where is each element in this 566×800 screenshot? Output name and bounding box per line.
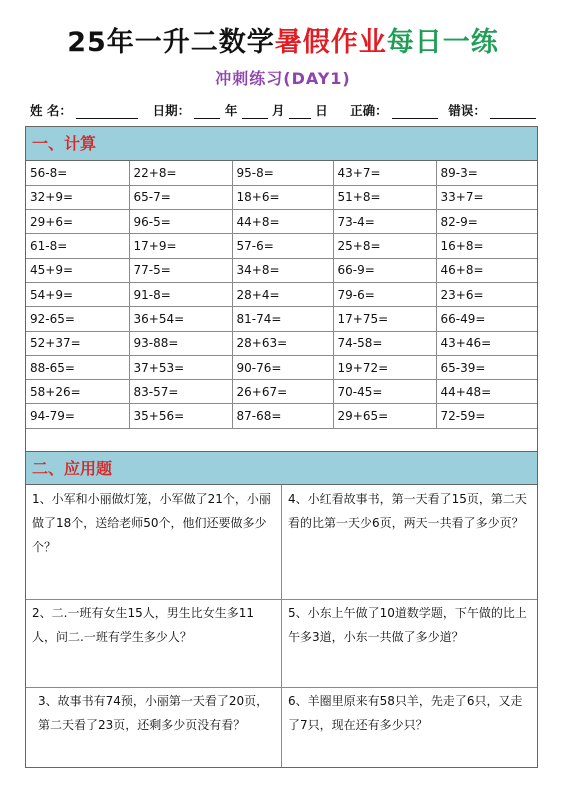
calc-cell: 93-88= bbox=[129, 331, 232, 355]
word-problem-5: 5、小东上午做了10道数学题，下午做的比上午多3道，小东一共做了多少道？ bbox=[288, 606, 527, 644]
calc-cell: 57-6= bbox=[232, 234, 333, 258]
name-label: 姓 名： bbox=[30, 103, 72, 118]
calc-row bbox=[26, 234, 537, 258]
name-blank[interactable] bbox=[76, 104, 138, 119]
calc-row bbox=[26, 331, 537, 355]
title-part-summer: 暑假作业 bbox=[274, 27, 387, 58]
calc-cell: 70-45= bbox=[333, 380, 436, 404]
calc-cell: 51+8= bbox=[333, 185, 436, 209]
calc-cell: 87-68= bbox=[232, 404, 333, 428]
calc-cell: 94-79= bbox=[26, 404, 129, 428]
year-blank[interactable] bbox=[194, 104, 220, 119]
calc-cell: 74-58= bbox=[333, 331, 436, 355]
calc-cell: 79-6= bbox=[333, 282, 436, 306]
calc-table bbox=[26, 161, 537, 429]
calc-cell: 90-76= bbox=[232, 355, 333, 379]
word-problem-4: 4、小红看故事书，第一天看了15页，第二天看的比第一天少6页，两天一共看了多少页？ bbox=[288, 492, 527, 530]
calc-cell: 17+9= bbox=[129, 234, 232, 258]
calc-cell: 16+8= bbox=[436, 234, 537, 258]
grid-divider-1 bbox=[26, 599, 537, 600]
word-problem-2: 2、二.一班有女生15人，男生比女生多11人，问二.一班有学生多少人？ bbox=[32, 606, 254, 644]
calc-cell: 95-8= bbox=[232, 161, 333, 185]
grid-divider-2 bbox=[26, 687, 537, 688]
day-label: 日 bbox=[315, 103, 328, 118]
calc-cell: 22+8= bbox=[129, 161, 232, 185]
calc-cell: 73-4= bbox=[333, 210, 436, 234]
calc-cell: 28+63= bbox=[232, 331, 333, 355]
calc-cell: 44+8= bbox=[232, 210, 333, 234]
calc-cell: 54+9= bbox=[26, 282, 129, 306]
calc-cell: 52+37= bbox=[26, 331, 129, 355]
info-line bbox=[30, 101, 540, 121]
calc-cell: 37+53= bbox=[129, 355, 232, 379]
calc-cell: 66-49= bbox=[436, 307, 537, 331]
calc-cell: 43+46= bbox=[436, 331, 537, 355]
worksheet bbox=[25, 126, 538, 768]
calc-cell: 72-59= bbox=[436, 404, 537, 428]
calc-cell: 77-5= bbox=[129, 258, 232, 282]
calc-row bbox=[26, 282, 537, 306]
word-problem-6: 6、羊圈里原来有58只羊，先走了6只，又走了7只，现在还有多少只？ bbox=[288, 694, 523, 732]
calc-cell: 65-7= bbox=[129, 185, 232, 209]
calc-cell: 19+72= bbox=[333, 355, 436, 379]
day-blank[interactable] bbox=[289, 104, 311, 119]
calc-cell: 92-65= bbox=[26, 307, 129, 331]
year-label: 年 bbox=[224, 103, 238, 118]
title-part-grade: 25年一升二数学 bbox=[67, 27, 275, 58]
page-subtitle: 冲刺练习(DAY1) bbox=[215, 69, 351, 88]
calc-cell: 58+26= bbox=[26, 380, 129, 404]
calc-cell: 66-9= bbox=[333, 258, 436, 282]
calc-row bbox=[26, 185, 537, 209]
calc-cell: 29+6= bbox=[26, 210, 129, 234]
calc-cell: 82-9= bbox=[436, 210, 537, 234]
page-title bbox=[0, 20, 566, 59]
date-label: 日期： bbox=[152, 103, 191, 118]
calc-cell: 61-8= bbox=[26, 234, 129, 258]
wrong-blank[interactable] bbox=[490, 104, 536, 119]
calc-cell: 35+56= bbox=[129, 404, 232, 428]
calc-cell: 32+9= bbox=[26, 185, 129, 209]
calc-cell: 18+6= bbox=[232, 185, 333, 209]
calc-cell: 34+8= bbox=[232, 258, 333, 282]
calc-cell: 91-8= bbox=[129, 282, 232, 306]
word-problem-1: 1、小军和小丽做灯笼，小军做了21个，小丽做了18个，送给老师50个，他们还要做多少个？ bbox=[32, 492, 271, 554]
correct-blank[interactable] bbox=[392, 104, 438, 119]
calc-cell: 89-3= bbox=[436, 161, 537, 185]
calc-row bbox=[26, 307, 537, 331]
wrong-label: 错误： bbox=[448, 103, 486, 118]
calc-cell: 88-65= bbox=[26, 355, 129, 379]
calc-cell: 46+8= bbox=[436, 258, 537, 282]
month-label: 月 bbox=[272, 103, 285, 118]
calc-cell: 26+67= bbox=[232, 380, 333, 404]
calc-cell: 23+6= bbox=[436, 282, 537, 306]
calc-row bbox=[26, 380, 537, 404]
calc-cell: 81-74= bbox=[232, 307, 333, 331]
calc-cell: 96-5= bbox=[129, 210, 232, 234]
calc-cell: 29+65= bbox=[333, 404, 436, 428]
calc-cell: 36+54= bbox=[129, 307, 232, 331]
calc-row bbox=[26, 258, 537, 282]
calc-row bbox=[26, 404, 537, 428]
correct-label: 正确： bbox=[350, 103, 388, 118]
calc-row bbox=[26, 355, 537, 379]
calc-row bbox=[26, 210, 537, 234]
calc-cell: 65-39= bbox=[436, 355, 537, 379]
word-problems-grid bbox=[26, 485, 537, 767]
section-word-problems-header: 二、应用题 bbox=[26, 451, 537, 485]
calc-cell: 44+48= bbox=[436, 380, 537, 404]
word-problem-3: 3、故事书有74预，小丽第一天看了20页，第二天看了23页，还剩多少页没有看？ bbox=[38, 694, 269, 732]
title-part-daily: 每日一练 bbox=[386, 27, 499, 58]
calc-cell: 45+9= bbox=[26, 258, 129, 282]
calc-cell: 25+8= bbox=[333, 234, 436, 258]
calc-cell: 83-57= bbox=[129, 380, 232, 404]
month-blank[interactable] bbox=[242, 104, 268, 119]
calc-cell: 56-8= bbox=[26, 161, 129, 185]
calc-cell: 33+7= bbox=[436, 185, 537, 209]
calc-row bbox=[26, 161, 537, 185]
calc-cell: 17+75= bbox=[333, 307, 436, 331]
calc-cell: 28+4= bbox=[232, 282, 333, 306]
calc-table-body bbox=[26, 161, 537, 428]
section-calc-header: 一、计算 bbox=[26, 127, 537, 161]
calc-cell: 43+7= bbox=[333, 161, 436, 185]
